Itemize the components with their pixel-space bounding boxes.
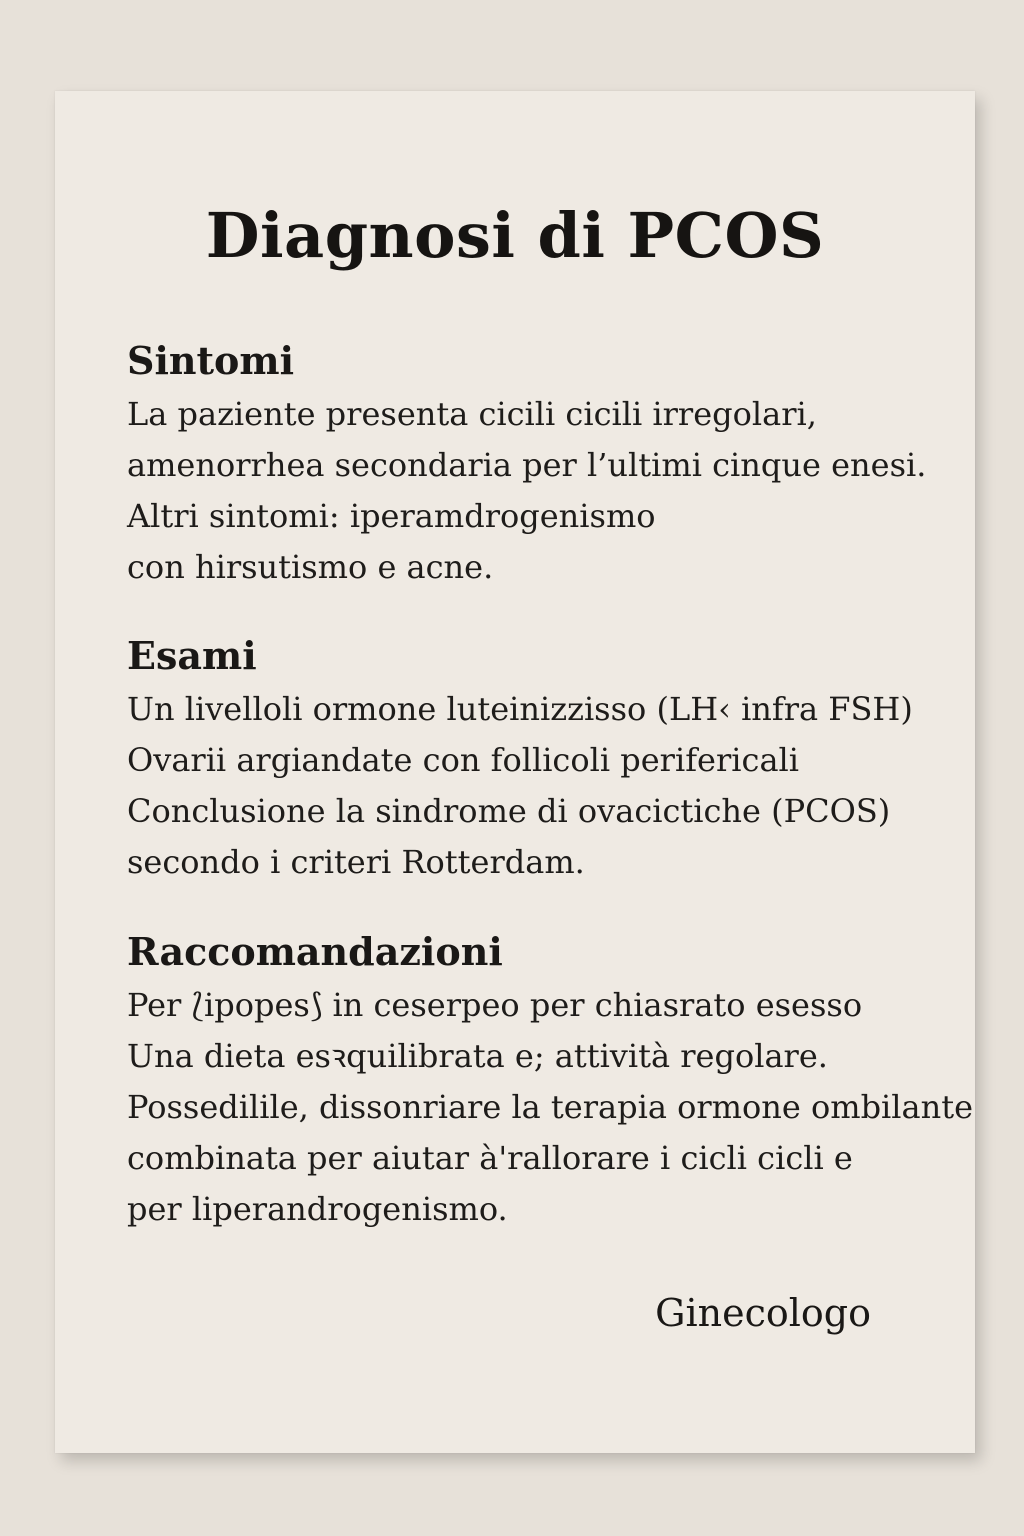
section-raccomandazioni	[127, 928, 973, 1235]
section-line: amenorrhea secondaria per l’ultimi cinque enesi.	[127, 446, 927, 484]
section-line: Altri sintomi: iperamdrogenismo	[127, 497, 656, 535]
document-title: Diagnosi di PCOS	[205, 199, 825, 272]
section-line: Possedilile, dissonriare la terapia ormone ombilante	[127, 1088, 973, 1126]
section-line: Conclusione la sindrome di ovacictiche (PCOS)	[127, 792, 891, 830]
section-line: per liperandrogenismo.	[127, 1190, 508, 1228]
signature: Ginecologo	[655, 1291, 871, 1335]
section-heading: Sintomi	[127, 338, 295, 383]
section-line: secondo i criteri Rotterdam.	[127, 843, 585, 881]
section-line: con hirsutismo e acne.	[127, 548, 494, 586]
section-line: Una dieta esꝛquilibrata e; attività regolare.	[127, 1037, 828, 1075]
document-card	[55, 91, 975, 1453]
section-line: Un livelloli ormone luteinizzisso (LH‹ infra FSH)	[127, 690, 913, 728]
section-heading: Raccomandazioni	[127, 929, 503, 974]
section-line: La paziente presenta cicili cicili irregolari,	[127, 395, 817, 433]
section-line: combinata per aiutar à'rallorare i cicli cicli e	[127, 1139, 853, 1177]
section-line: Ovarii argiandate con follicoli perifericali	[127, 741, 799, 779]
section-line: Per ⟅ipopes⟆ in ceserpeo per chiasrato esesso	[127, 986, 863, 1024]
section-esami	[127, 632, 927, 888]
section-sintomi	[127, 337, 927, 593]
section-heading: Esami	[127, 633, 257, 678]
